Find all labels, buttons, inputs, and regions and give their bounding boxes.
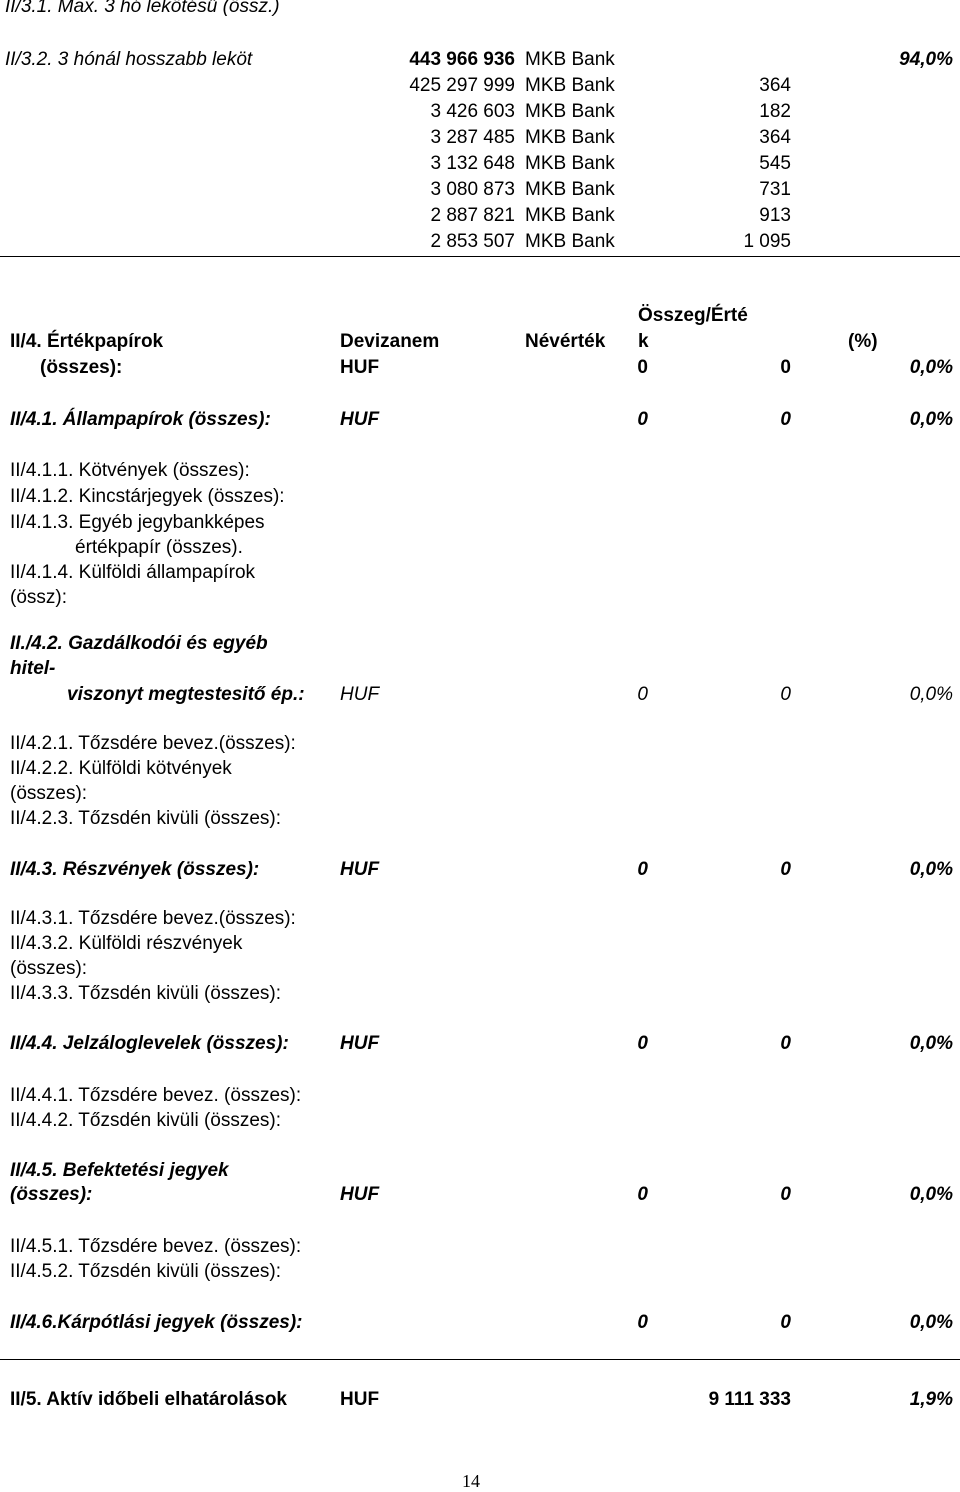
row-nominal: 0 xyxy=(637,1312,648,1333)
deposit-days: 1 095 xyxy=(743,231,791,252)
row-label: II/4.6.Kárpótlási jegyek (összes): xyxy=(10,1312,303,1333)
deposit-amount: 425 297 999 xyxy=(409,75,515,96)
row-pct: 0,0% xyxy=(909,1033,953,1054)
section-4-5-label: II/4.5. Befektetési jegyek xyxy=(10,1160,229,1181)
item-4-3-2: II/4.3.2. Külföldi részvények xyxy=(10,933,243,954)
row-pct: 0,0% xyxy=(909,1312,953,1333)
deposit-amount: 3 132 648 xyxy=(430,153,515,174)
section-4-2-label-cont: hitel- xyxy=(10,658,56,679)
row-pct: 0,0% xyxy=(909,684,953,705)
deposit-bank: MKB Bank xyxy=(525,101,615,122)
col-header-amount-line1: Összeg/Érté xyxy=(638,305,748,326)
deposit-bank: MKB Bank xyxy=(525,205,615,226)
row-pct: 0,0% xyxy=(909,409,953,430)
row-pct: 0,0% xyxy=(909,1184,953,1205)
col-header-currency: Devizanem xyxy=(340,331,440,352)
deposit-amount: 2 887 821 xyxy=(430,205,515,226)
row-currency: HUF xyxy=(340,859,380,880)
row-amount: 9 111 333 xyxy=(708,1389,791,1410)
item-4-5-2: II/4.5.2. Tőzsdén kivüli (összes): xyxy=(10,1261,282,1282)
item-4-3-2-cont: (összes): xyxy=(10,958,88,979)
row-nominal: 0 xyxy=(637,1033,648,1054)
divider xyxy=(0,1359,960,1360)
col-header-amount-line2: k xyxy=(638,331,649,352)
deposit-amount: 2 853 507 xyxy=(430,231,515,252)
row-nominal: 0 xyxy=(637,684,648,705)
deposit-amount: 3 426 603 xyxy=(430,101,515,122)
row-label: II/4.1. Állampapírok (összes): xyxy=(10,409,271,430)
row-pct: 1,9% xyxy=(909,1389,953,1410)
row-nominal: 0 xyxy=(637,859,648,880)
section-3-2-amount: 443 966 936 xyxy=(409,49,515,70)
item-4-2-2-cont: (összes): xyxy=(10,783,88,804)
deposit-days: 731 xyxy=(759,179,791,200)
row-amount: 0 xyxy=(780,859,791,880)
item-4-2-3: II/4.2.3. Tőzsdén kivüli (összes): xyxy=(10,808,282,829)
deposit-bank: MKB Bank xyxy=(525,153,615,174)
row-nominal: 0 xyxy=(637,1184,648,1205)
item-4-1-3: II/4.1.3. Egyéb jegybankképes xyxy=(10,512,265,533)
deposit-bank: MKB Bank xyxy=(525,179,615,200)
row-label: viszonyt megtestesitő ép.: xyxy=(67,684,305,705)
item-4-1-1: II/4.1.1. Kötvények (összes): xyxy=(10,460,250,481)
col-header-nominal: Névérték xyxy=(525,331,606,352)
row-currency: HUF xyxy=(340,684,380,705)
deposit-days: 545 xyxy=(759,153,791,174)
row-nominal: 0 xyxy=(637,409,648,430)
deposit-bank: MKB Bank xyxy=(525,231,615,252)
item-4-1-2: II/4.1.2. Kincstárjegyek (összes): xyxy=(10,486,285,507)
section-3-1-label: II/3.1. Max. 3 hó lekötésű (össz.) xyxy=(5,0,280,17)
item-4-5-1: II/4.5.1. Tőzsdére bevez. (összes): xyxy=(10,1236,302,1257)
section-3-2-label: II/3.2. 3 hónál hosszabb leköt xyxy=(5,49,253,70)
row-amount: 0 xyxy=(780,357,791,378)
page-number: 14 xyxy=(462,1471,480,1491)
item-4-4-2: II/4.4.2. Tőzsdén kivüli (összes): xyxy=(10,1110,282,1131)
section-4-2-label: II./4.2. Gazdálkodói és egyéb xyxy=(10,633,268,654)
deposit-bank: MKB Bank xyxy=(525,75,615,96)
row-amount: 0 xyxy=(780,1312,791,1333)
deposit-amount: 3 080 873 xyxy=(430,179,515,200)
item-4-4-1: II/4.4.1. Tőzsdére bevez. (összes): xyxy=(10,1085,302,1106)
row-amount: 0 xyxy=(780,1184,791,1205)
row-amount: 0 xyxy=(780,684,791,705)
row-nominal: 0 xyxy=(637,357,648,378)
row-currency: HUF xyxy=(340,1033,380,1054)
row-label: (összes): xyxy=(10,1184,93,1205)
row-currency: HUF xyxy=(340,409,380,430)
item-4-3-1: II/4.3.1. Tőzsdére bevez.(összes): xyxy=(10,908,296,929)
row-currency: HUF xyxy=(340,357,380,378)
deposit-days: 913 xyxy=(759,205,791,226)
deposit-days: 182 xyxy=(759,101,791,122)
col-header-pct: (%) xyxy=(848,331,878,352)
deposit-days: 364 xyxy=(759,75,791,96)
section-4-label: II/4. Értékpapírok xyxy=(10,331,164,352)
row-amount: 0 xyxy=(780,1033,791,1054)
section-3-2-bank: MKB Bank xyxy=(525,49,615,70)
row-currency: HUF xyxy=(340,1184,380,1205)
row-pct: 0,0% xyxy=(909,357,953,378)
row-label: II/4.4. Jelzáloglevelek (összes): xyxy=(10,1033,289,1054)
item-4-1-4: II/4.1.4. Külföldi állampapírok xyxy=(10,562,256,583)
row-label: II/4.3. Részvények (összes): xyxy=(10,859,260,880)
row-label: II/5. Aktív időbeli elhatárolások xyxy=(10,1389,287,1410)
divider xyxy=(0,256,960,257)
deposit-amount: 3 287 485 xyxy=(430,127,515,148)
deposit-days: 364 xyxy=(759,127,791,148)
row-currency: HUF xyxy=(340,1389,380,1410)
row-pct: 0,0% xyxy=(909,859,953,880)
item-4-3-3: II/4.3.3. Tőzsdén kivüli (összes): xyxy=(10,983,282,1004)
item-4-1-3-cont: értékpapír (összes). xyxy=(75,537,243,558)
row-amount: 0 xyxy=(780,409,791,430)
item-4-2-1: II/4.2.1. Tőzsdére bevez.(összes): xyxy=(10,733,296,754)
section-3-2-pct: 94,0% xyxy=(899,49,953,70)
deposit-bank: MKB Bank xyxy=(525,127,615,148)
item-4-1-4-cont: (össz): xyxy=(10,587,67,608)
row-label: (összes): xyxy=(40,357,123,378)
item-4-2-2: II/4.2.2. Külföldi kötvények xyxy=(10,758,232,779)
